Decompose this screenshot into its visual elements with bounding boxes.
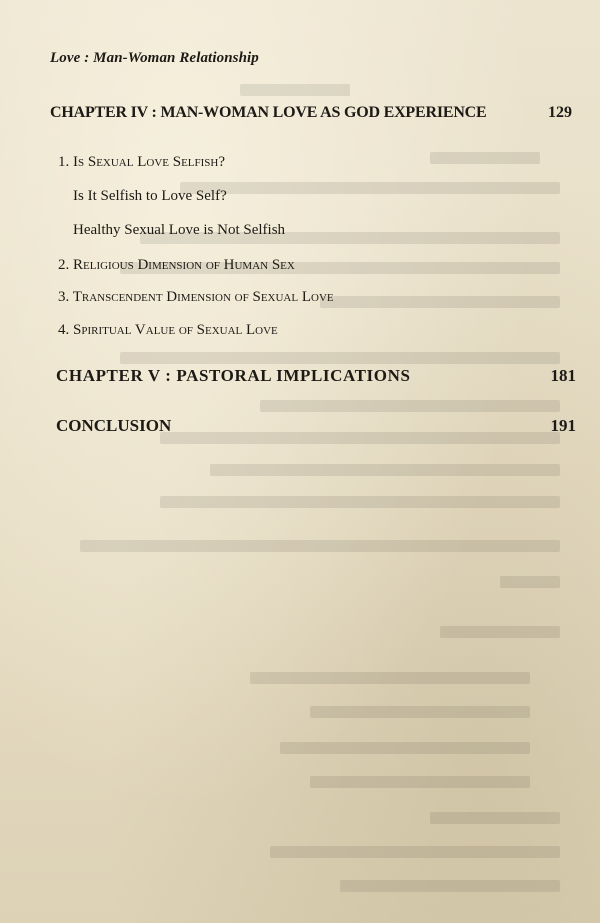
conclusion-title: CONCLUSION — [56, 416, 172, 435]
chapter-iv-page-number: 129 — [548, 104, 572, 121]
section-item: 1. Is Sexual Love Selfish? — [58, 154, 226, 170]
section-item: 2. Religious Dimension of Human Sex — [58, 257, 295, 273]
chapter-v-page-number: 181 — [550, 366, 576, 385]
subsection-item: Healthy Sexual Love is Not Selfish — [73, 222, 286, 238]
subsection-item: Is It Selfish to Love Self? — [73, 188, 227, 204]
conclusion-entry — [56, 416, 576, 436]
chapter-iv-entry — [50, 104, 572, 122]
section-item: 3. Transcendent Dimension of Sexual Love — [58, 289, 334, 305]
section-item: 4. Spiritual Value of Sexual Love — [58, 322, 278, 338]
conclusion-page-number: 191 — [550, 416, 576, 435]
chapter-v-entry — [56, 366, 576, 386]
chapter-iv-title: CHAPTER IV : MAN-WOMAN LOVE AS GOD EXPERIENCE — [50, 104, 487, 121]
chapter-v-title: CHAPTER V : PASTORAL IMPLICATIONS — [56, 366, 411, 385]
running-head: Love : Man-Woman Relationship — [50, 50, 259, 66]
